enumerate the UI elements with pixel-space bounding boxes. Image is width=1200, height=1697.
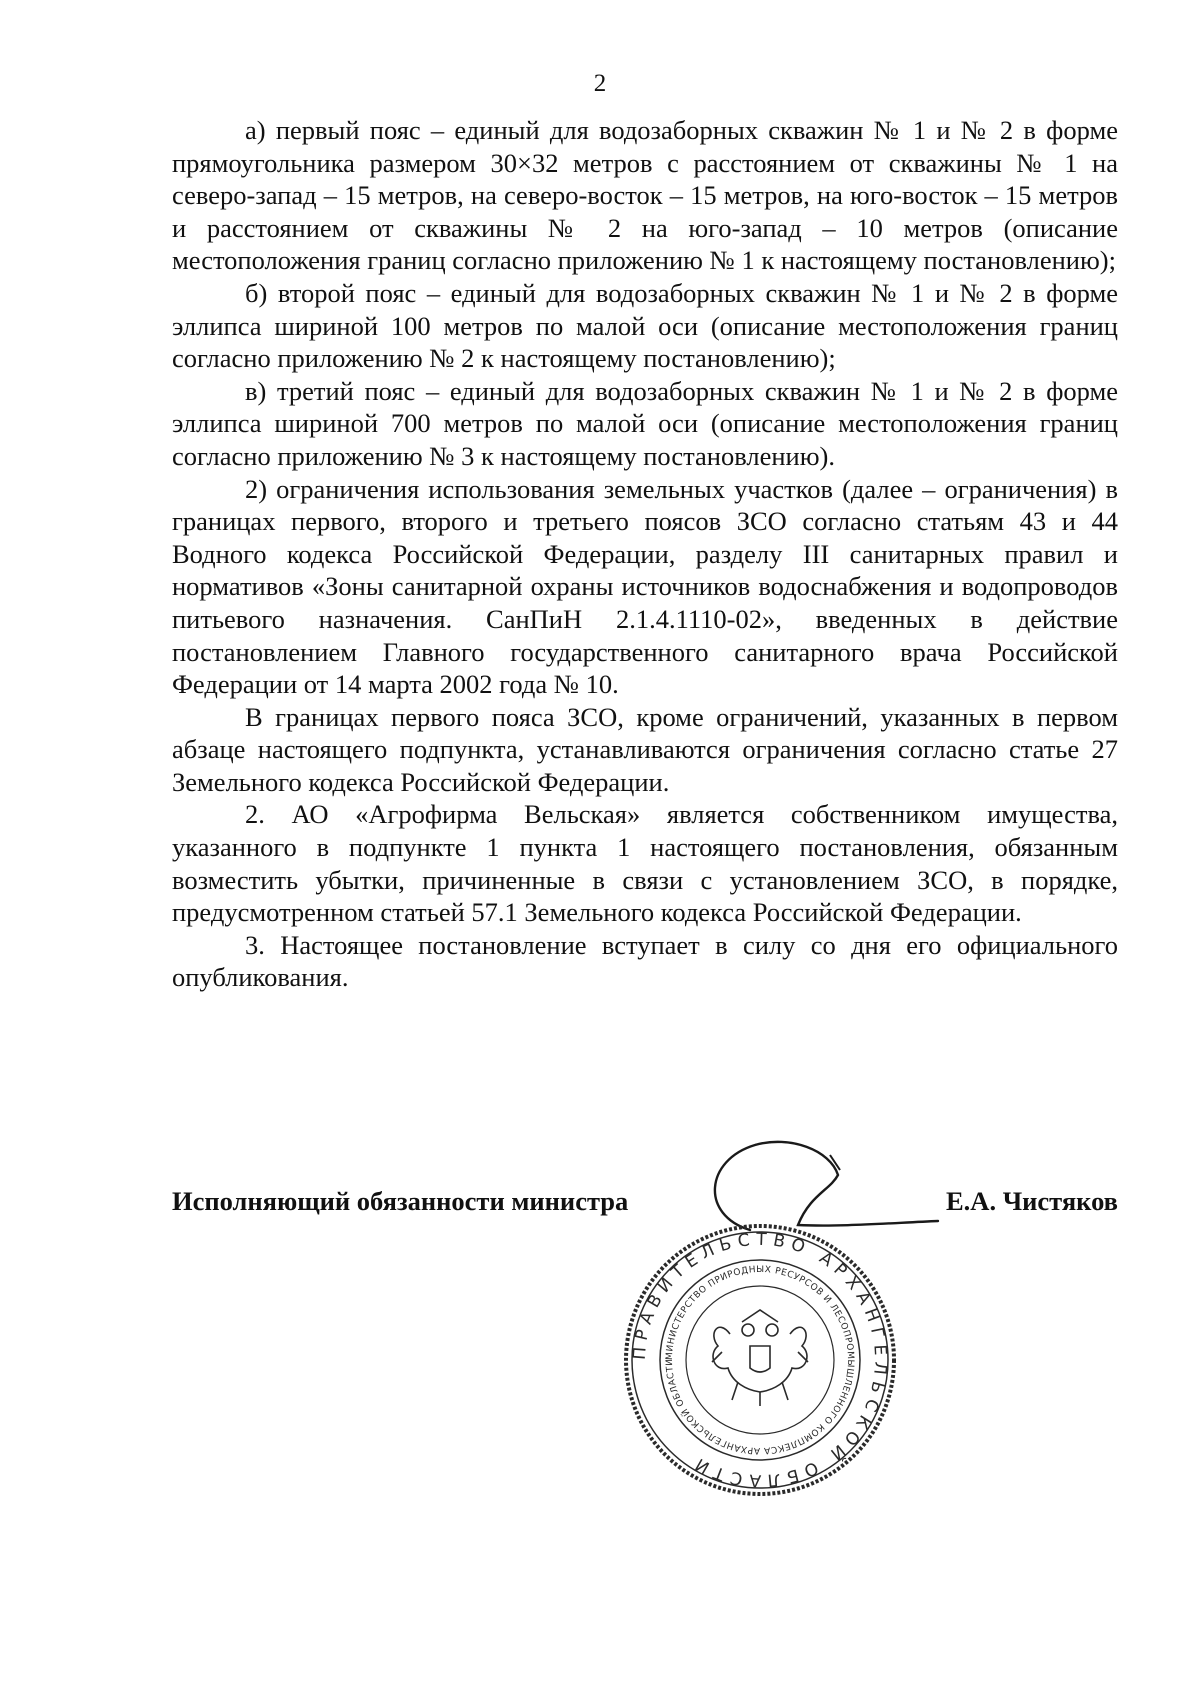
paragraph-second-belt: б) второй пояс – единый для водозаборных скважин № 1 и № 2 в форме эллипса шириной 100 метров по малой оси (описание местоположения границ согласно приложению № 2 к настоящему постановлению); bbox=[172, 277, 1118, 374]
coat-of-arms-icon bbox=[712, 1310, 808, 1406]
signature-block bbox=[172, 1185, 1118, 1225]
official-seal bbox=[622, 1222, 898, 1498]
page-number: 2 bbox=[593, 70, 607, 97]
paragraph-land-restrictions: 2) ограничения использования земельных участков (далее – ограничения) в границах первого, второго и третьего поясов ЗСО согласно статьям 43 и 44 Водного кодекса Российской Федерации, разделу III санитарных правил и нормативов «Зоны санитарной охраны источников водоснабжения и водопроводов питьевого назначения. СанПиН 2.1.4.1110-02», введенных в действие постановлением Главного государственного санитарного врача Российской Федерации от 14 марта 2002 года № 10. bbox=[172, 473, 1118, 700]
paragraph-item-3: 3. Настоящее постановление вступает в силу со дня его официального опубликования. bbox=[172, 929, 1118, 993]
paragraph-first-belt-restrictions: В границах первого пояса ЗСО, кроме ограничений, указанных в первом абзаце настоящего подпункта, устанавливаются ограничения согласно статье 27 Земельного кодекса Российской Федерации. bbox=[172, 701, 1118, 797]
signatory-name: Е.А. Чистяков bbox=[946, 1186, 1118, 1216]
paragraph-item-2: 2. АО «Агрофирма Вельская» является собственником имущества, указанного в подпункте 1 пункта 1 настоящего постановления, обязанным возместить убытки, причиненные в связи с установлением ЗСО, в порядке, предусмотренном статьей 57.1 Земельного кодекса Российской Федерации. bbox=[172, 799, 1118, 928]
paragraph-third-belt: в) третий пояс – единый для водозаборных скважин № 1 и № 2 в форме эллипса шириной 700 метров по малой оси (описание местоположения границ согласно приложению № 3 к настоящему постановлению). bbox=[172, 375, 1118, 471]
document-body bbox=[172, 114, 1118, 994]
seal-outer-text: ПРАВИТЕЛЬСТВО АРХАНГЕЛЬСКОЙ ОБЛАСТИ bbox=[629, 1229, 891, 1491]
paragraph-first-belt: а) первый пояс – единый для водозаборных скважин № 1 и № 2 в форме прямоугольника размером 30×32 метров с расстоянием от скважины № 1 на северо-запад – 15 метров, на северо-восток – 15 метров, на юго-восток – 15 метров и расстоянием от скважины № 2 на юго-запад – 10 метров (описание местоположения границ согласно приложению № 1 к настоящему постановлению); bbox=[172, 115, 1118, 276]
seal-inner-text: МИНИСТЕРСТВО ПРИРОДНЫХ РЕСУРСОВ И ЛЕСОПРОМЫШЛЕННОГО КОМПЛЕКСА АРХАНГЕЛЬСКОЙ ОБЛАСТИ bbox=[664, 1264, 856, 1456]
signatory-position: Исполняющий обязанности министра bbox=[172, 1186, 629, 1216]
